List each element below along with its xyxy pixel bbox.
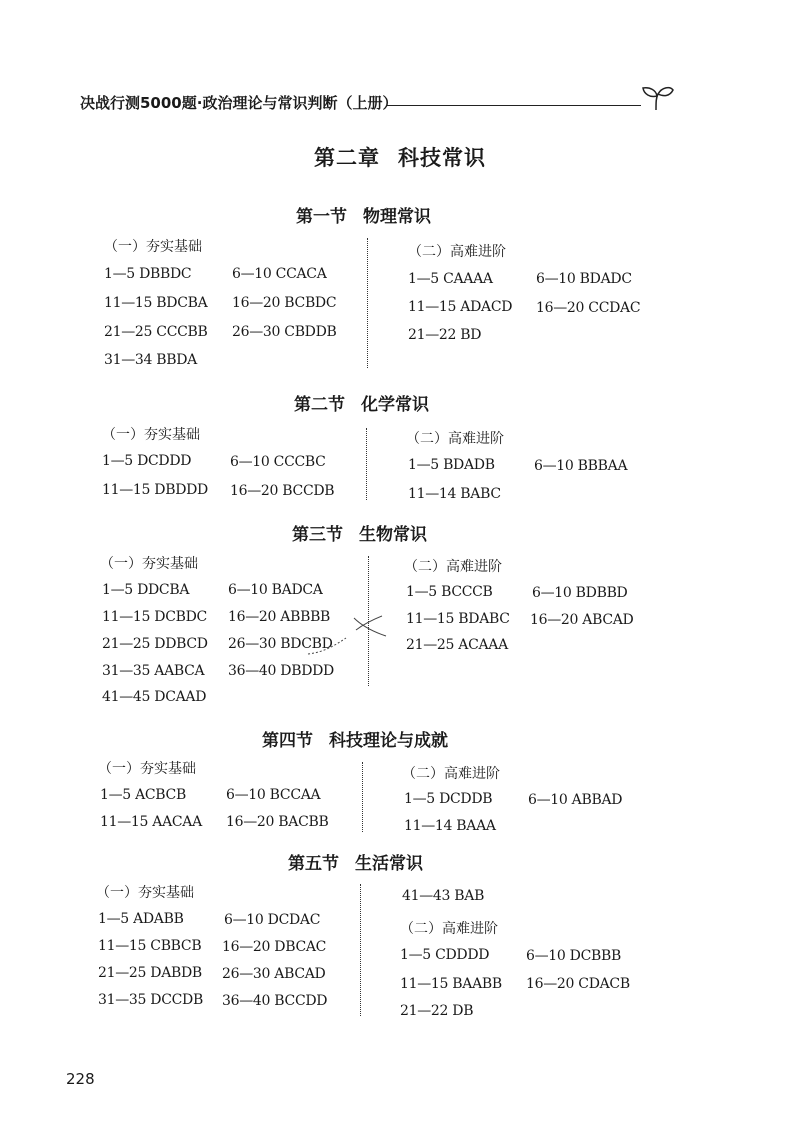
- answer-entry: 1—5 CDDDD: [400, 947, 490, 963]
- answer-entry: 16—20 BCCDB: [230, 483, 335, 499]
- answer-entry: 6—10 BCCAA: [226, 787, 321, 803]
- answer-entry: 21—25 CCCBB: [104, 324, 208, 340]
- column-divider: [366, 428, 367, 500]
- hard-label: （二）高难进阶: [404, 559, 502, 575]
- answer-entry: 6—10 BDADC: [536, 271, 632, 287]
- answer-entry: 16—20 CDACB: [526, 976, 630, 992]
- answer-entry: 11—15 BDABC: [406, 611, 510, 627]
- running-header: 决战行测5000题·政治理论与常识判断（上册）: [80, 94, 398, 112]
- answer-entry: 26—30 BDCBD: [228, 636, 333, 652]
- column-divider: [360, 884, 361, 1016]
- hard-label: （二）高难进阶: [406, 431, 504, 447]
- answer-entry: 16—20 ABBBB: [228, 609, 331, 625]
- section-title: [296, 202, 431, 227]
- section-number: 第一节: [296, 207, 347, 227]
- answer-entry: 1—5 ACBCB: [100, 787, 186, 803]
- answer-entry: 16—20 DBCAC: [222, 939, 327, 955]
- answer-entry: 11—15 ADACD: [408, 299, 513, 315]
- chapter-number: 第二章: [314, 146, 380, 170]
- answer-entry: 11—14 BABC: [408, 486, 501, 502]
- answer-entry: 21—25 DDBCD: [102, 636, 208, 652]
- section-number: 第三节: [292, 525, 343, 545]
- answer-entry: 1—5 DCDDB: [404, 791, 493, 807]
- answer-entry: 1—5 CAAAA: [408, 271, 493, 287]
- answer-entry: 41—45 DCAAD: [102, 689, 207, 705]
- answer-entry: 21—25 DABDB: [98, 965, 202, 981]
- chapter-name: 科技常识: [398, 146, 486, 170]
- answer-entry: 16—20 ABCAD: [530, 612, 634, 628]
- answer-entry: 11—15 DCBDC: [102, 609, 207, 625]
- section-name: 物理常识: [363, 207, 431, 227]
- answer-entry: 6—10 BADCA: [228, 582, 323, 598]
- answer-entry: 1—5 BCCCB: [406, 584, 493, 600]
- column-divider: [367, 238, 368, 368]
- basic-label: （一）夯实基础: [98, 761, 196, 777]
- answer-entry: 21—22 DB: [400, 1003, 474, 1019]
- column-divider: [368, 556, 369, 686]
- chapter-title: [0, 142, 800, 172]
- hard-label: （二）高难进阶: [400, 921, 498, 937]
- answer-entry: 36—40 BCCDD: [222, 993, 328, 1009]
- answer-entry: 16—20 BACBB: [226, 814, 329, 830]
- section-name: 化学常识: [361, 395, 429, 415]
- pen-mark: [290, 608, 390, 668]
- answer-entry: 31—35 AABCA: [102, 663, 205, 679]
- section-name: 科技理论与成就: [329, 731, 448, 751]
- answer-entry: 21—22 BD: [408, 327, 482, 343]
- answer-entry: 6—10 BBBAA: [534, 458, 628, 474]
- answer-entry: 1—5 DBBDC: [104, 266, 192, 282]
- answer-entry: 1—5 ADABB: [98, 911, 184, 927]
- answer-entry: 1—5 DCDDD: [102, 453, 192, 469]
- section-title: [288, 849, 423, 874]
- section-title: [294, 390, 429, 415]
- answer-entry: 41—43 BAB: [402, 888, 485, 904]
- answer-entry: 11—15 DBDDD: [102, 482, 208, 498]
- answer-entry: 26—30 ABCAD: [222, 966, 326, 982]
- answer-entry: 26—30 CBDDB: [232, 324, 337, 340]
- answer-entry: 11—15 AACAA: [100, 814, 202, 830]
- section-number: 第五节: [288, 854, 339, 874]
- answer-entry: 36—40 DBDDD: [228, 663, 334, 679]
- answer-entry: 1—5 BDADB: [408, 457, 495, 473]
- answer-entry: 31—35 DCCDB: [98, 992, 203, 1008]
- answer-entry: 1—5 DDCBA: [102, 582, 190, 598]
- answer-entry: 11—15 CBBCB: [98, 938, 202, 954]
- section-title: [262, 726, 448, 751]
- column-divider: [362, 762, 363, 832]
- answer-entry: 31—34 BBDA: [104, 352, 197, 368]
- section-title: [292, 520, 427, 545]
- section-name: 生物常识: [359, 525, 427, 545]
- sprout-icon: [640, 84, 676, 112]
- section-number: 第二节: [294, 395, 345, 415]
- page-number: 228: [66, 1070, 95, 1088]
- basic-label: （一）夯实基础: [104, 239, 202, 255]
- answer-entry: 6—10 DCDAC: [224, 912, 321, 928]
- basic-label: （一）夯实基础: [100, 556, 198, 572]
- answer-entry: 21—25 ACAAA: [406, 637, 508, 653]
- answer-entry: 11—15 BAABB: [400, 976, 502, 992]
- answer-entry: 16—20 BCBDC: [232, 295, 337, 311]
- answer-entry: 6—10 BDBBD: [532, 585, 628, 601]
- answer-entry: 16—20 CCDAC: [536, 300, 641, 316]
- section-name: 生活常识: [355, 854, 423, 874]
- answer-entry: 6—10 ABBAD: [528, 792, 623, 808]
- answer-entry: 11—14 BAAA: [404, 818, 496, 834]
- basic-label: （一）夯实基础: [102, 427, 200, 443]
- answer-entry: 6—10 CCACA: [232, 266, 327, 282]
- header-rule: [386, 105, 641, 106]
- hard-label: （二）高难进阶: [408, 244, 506, 260]
- answer-entry: 6—10 CCCBC: [230, 454, 326, 470]
- hard-label: （二）高难进阶: [402, 766, 500, 782]
- answer-entry: 6—10 DCBBB: [526, 948, 621, 964]
- basic-label: （一）夯实基础: [96, 885, 194, 901]
- answer-entry: 11—15 BDCBA: [104, 295, 208, 311]
- section-number: 第四节: [262, 731, 313, 751]
